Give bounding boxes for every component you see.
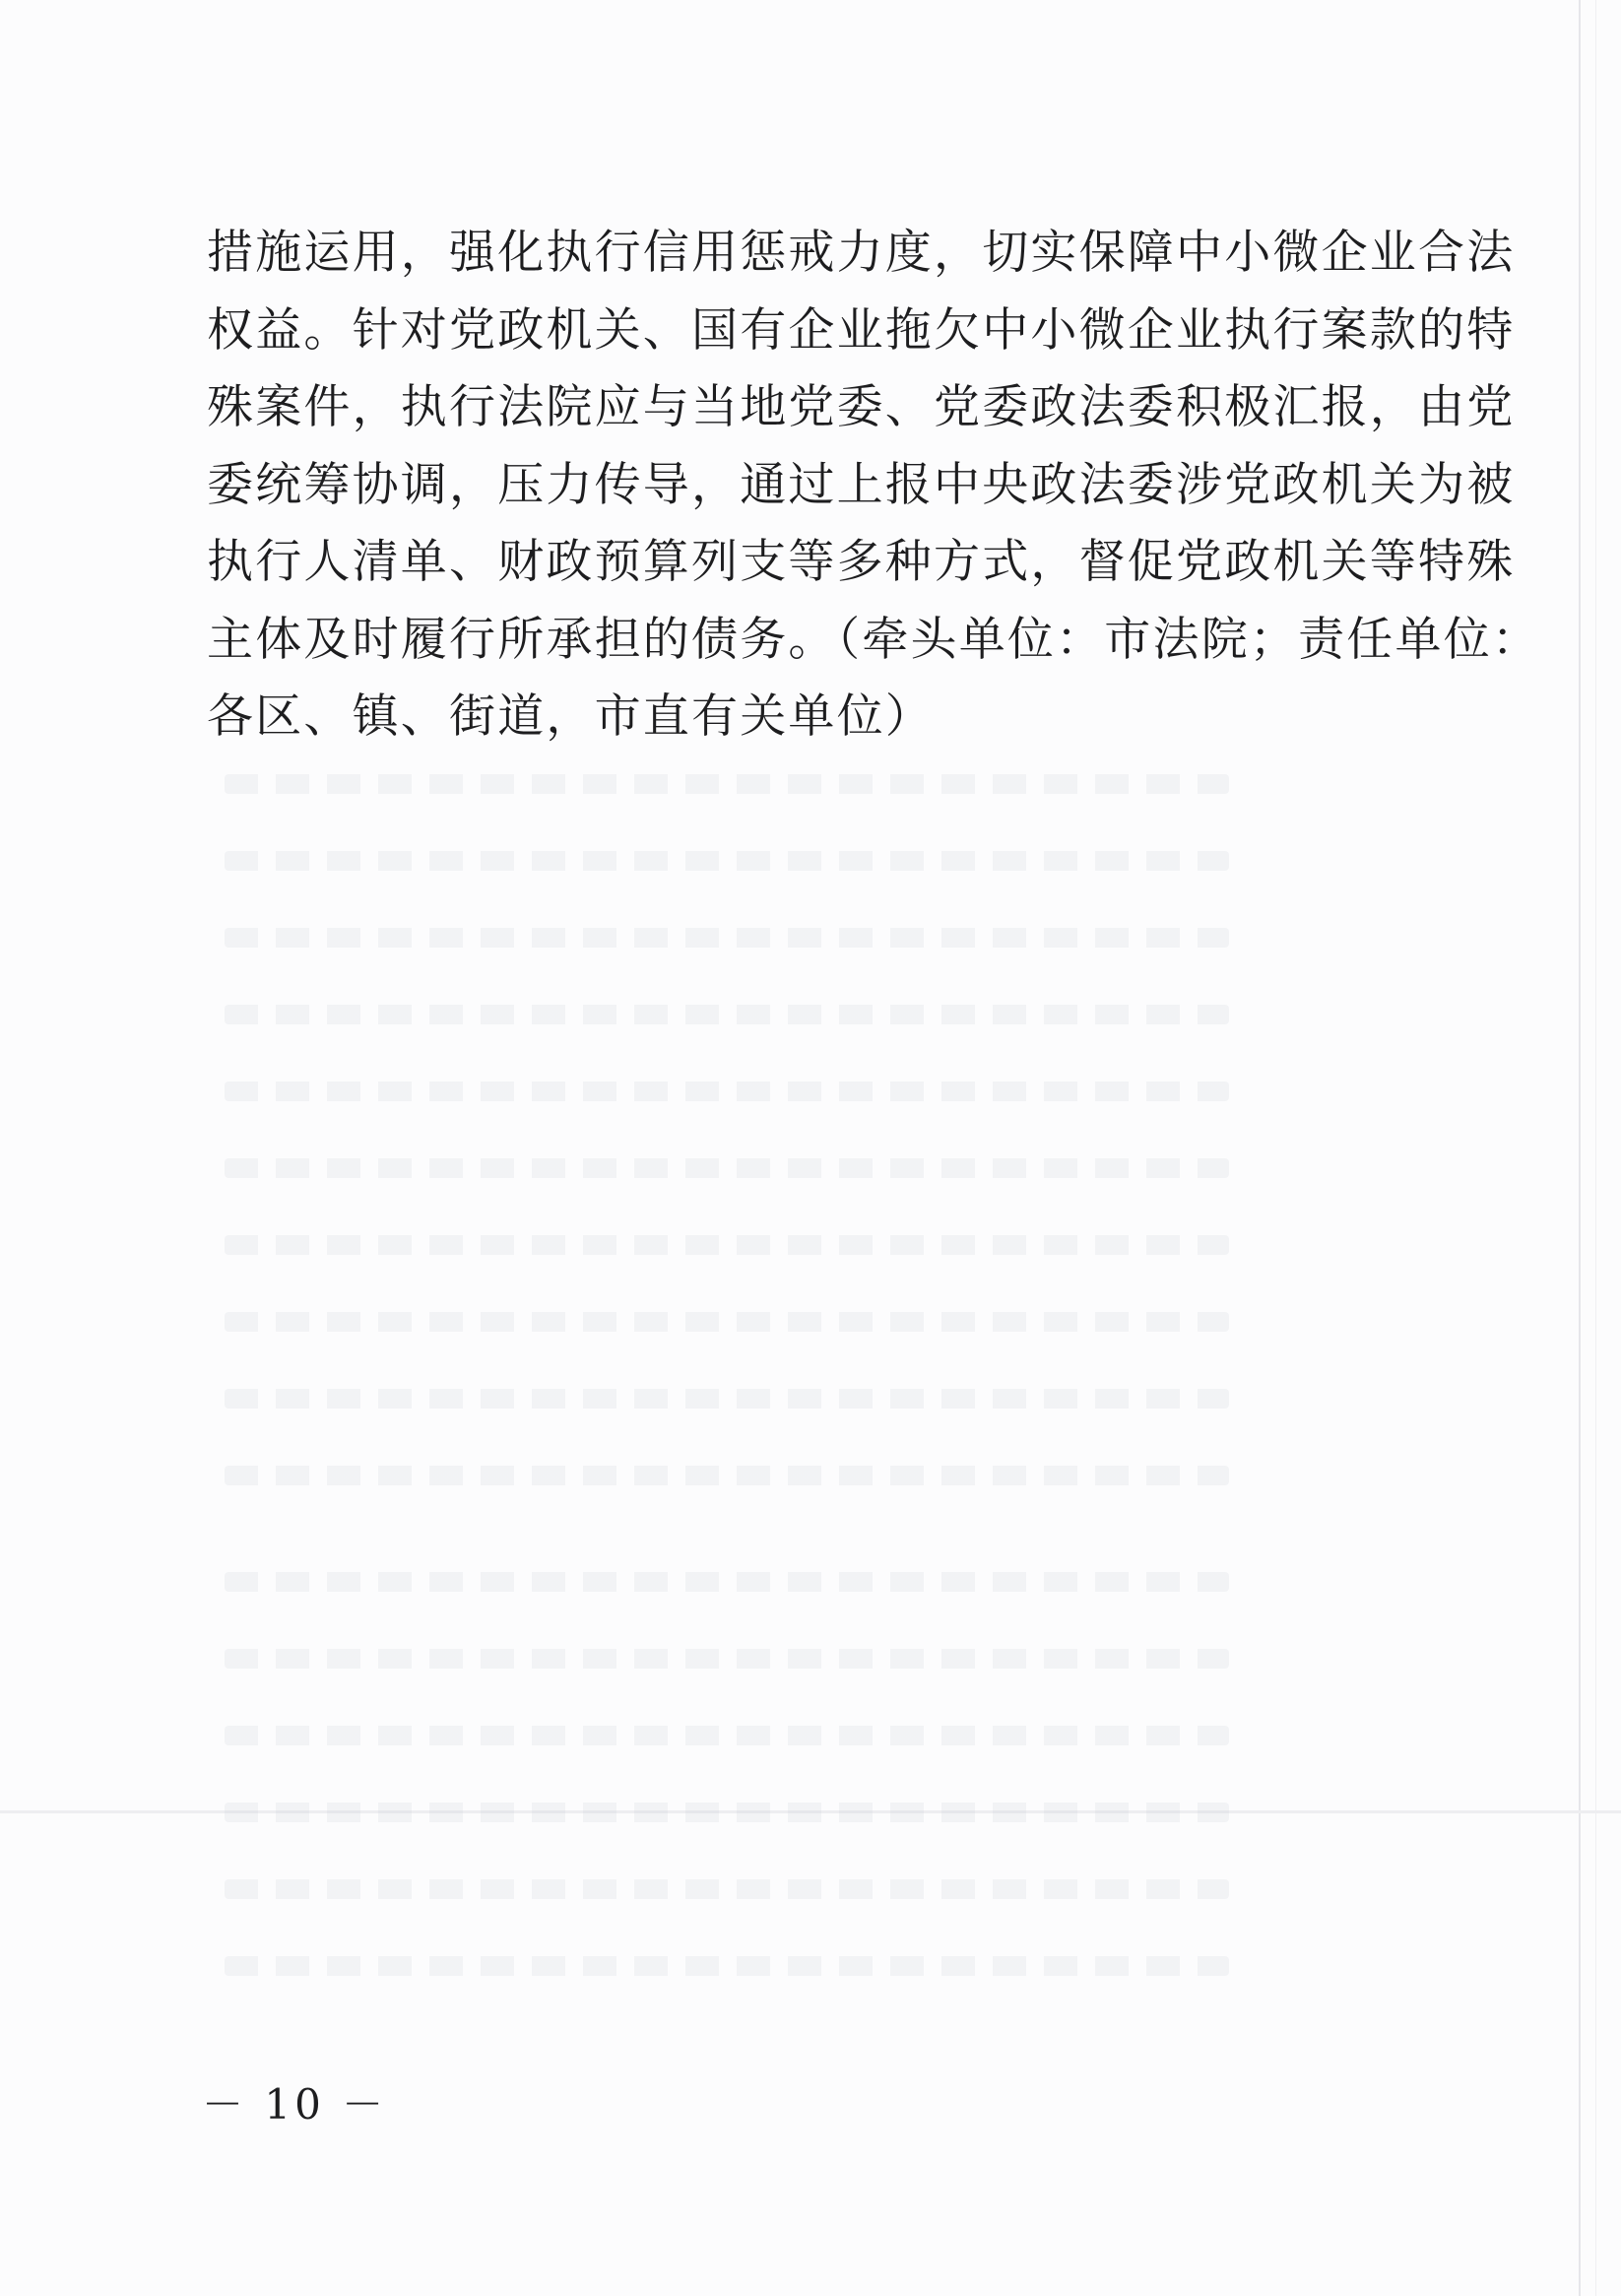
scan-edge-line [1579,0,1581,2296]
body-paragraph [207,215,1541,756]
bleed-through-mark [225,774,1229,794]
scan-edge-line [1595,0,1596,2296]
paragraph-line: 主体及时履行所承担的债务。（牵头单位：市法院；责任单位： [207,612,1541,667]
bleed-through-mark [225,1235,1229,1255]
bleed-through-mark [225,1005,1229,1024]
bleed-through-mark [225,1158,1229,1178]
bleed-through-mark [225,1389,1229,1409]
paragraph-line: 委统筹协调，压力传导，通过上报中央政法委涉党政机关为被 [207,457,1516,512]
page-number: － 10 － [202,2080,388,2129]
paragraph-line: 权益。针对党政机关、国有企业拖欠中小微企业执行案款的特 [207,302,1516,358]
bleed-through-mark [225,1649,1229,1669]
bleed-through-mark [225,928,1229,948]
bleed-through-mark [225,1803,1229,1822]
bleed-through-mark [225,1082,1229,1101]
paragraph-line: 措施运用，强化执行信用惩戒力度，切实保障中小微企业合法 [207,226,1516,280]
bleed-through-mark [225,1956,1229,1976]
bleed-through-mark [225,1572,1229,1592]
paragraph-line: 各区、镇、街道，市直有关单位） [207,689,934,744]
bleed-through-mark [225,1466,1229,1485]
bleed-through-mark [225,1312,1229,1332]
bleed-through-mark [225,1879,1229,1899]
bleed-through-mark [225,851,1229,871]
paragraph-line: 殊案件，执行法院应与当地党委、党委政法委积极汇报，由党 [207,380,1516,434]
bleed-through-mark [225,1726,1229,1745]
paragraph-line: 执行人清单、财政预算列支等多种方式，督促党政机关等特殊 [207,535,1516,589]
